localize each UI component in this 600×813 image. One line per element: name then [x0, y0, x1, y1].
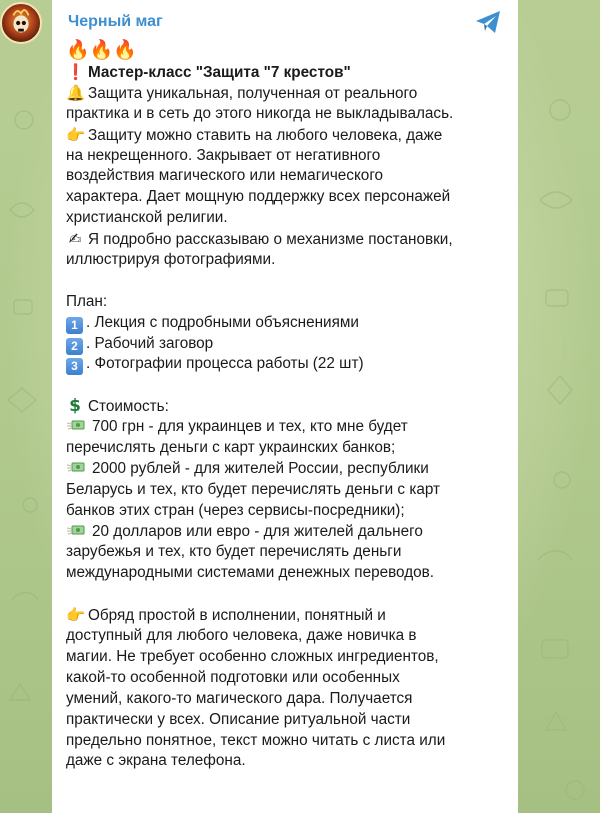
text-line: доступный для любого человека, даже новичка в — [66, 627, 417, 645]
text-line: предельно понятное, текст можно читать с листа или — [66, 731, 446, 749]
plan-item-text: . Лекция с подробными объяснениями — [86, 313, 359, 331]
channel-name[interactable]: Черный маг — [68, 13, 163, 30]
message-bubble — [52, 0, 518, 813]
money-with-wings-icon — [66, 418, 86, 432]
money-with-wings-icon — [66, 460, 86, 474]
plan-item — [66, 334, 504, 355]
text-line — [66, 229, 504, 250]
text-line — [66, 459, 504, 480]
fire-emojis: 🔥🔥🔥 — [66, 40, 137, 61]
text-fragment: 2000 рублей - для жителей России, республики — [92, 459, 429, 477]
text-fragment: Обряд простой в исполнении, понятный и — [88, 607, 386, 625]
text-line: характера. Дает мощную поддержку всех персонажей — [66, 188, 451, 206]
text-line — [66, 83, 504, 104]
text-fragment: 700 грн - для украинцев и тех, кто мне будет — [92, 418, 408, 436]
text-line: какой-то особенной подготовки или особенных — [66, 668, 400, 686]
dollar-icon: $ — [69, 396, 81, 417]
text-line: даже с экрана телефона. — [66, 752, 246, 770]
plan-label: План: — [66, 292, 108, 310]
title-line — [66, 62, 504, 83]
text-fragment: Защита уникальная, полученная от реального — [88, 84, 418, 102]
paper-plane-icon — [472, 6, 504, 38]
text-fragment: 20 долларов или евро - для жителей дальнего — [92, 522, 423, 540]
text-line — [66, 417, 504, 438]
text-line: на некрещенного. Закрывает от негативного — [66, 146, 381, 164]
plan-item — [66, 354, 504, 375]
keycap-1-icon: 1 — [66, 317, 83, 334]
post-title: Мастер-класс "Защита "7 крестов" — [88, 64, 351, 81]
blank-line — [66, 271, 504, 292]
blank-line — [66, 584, 504, 605]
text-line: воздействия магического или немагического — [66, 167, 384, 185]
text-line: Беларусь и тех, кто будет перечислять деньги с карт — [66, 480, 441, 498]
plan-item-text: . Фотографии процесса работы (22 шт) — [86, 355, 364, 373]
text-fragment: Защиту можно ставить на любого человека, даже — [88, 126, 443, 144]
bell-icon: 🔔 — [66, 83, 86, 102]
text-line: зарубежья и тех, кто будет перечислять деньги — [66, 543, 402, 561]
text-line: умений, какого-то магического дара. Получается — [66, 689, 413, 707]
text-line: иллюстрируя фотографиями. — [66, 251, 276, 269]
cost-label-line — [66, 396, 504, 417]
text-line — [66, 605, 504, 626]
share-button[interactable] — [472, 6, 504, 38]
writing-hand-icon: ✍ — [68, 230, 82, 249]
text-line — [66, 125, 504, 146]
text-line — [66, 522, 504, 543]
exclamation-icon: ❗ — [66, 63, 86, 81]
keycap-2-icon: 2 — [66, 338, 83, 355]
plan-item-text: . Рабочий заговор — [86, 334, 214, 352]
channel-avatar[interactable] — [0, 2, 42, 44]
keycap-3-icon: 3 — [66, 358, 83, 375]
text-fragment: Я подробно рассказываю о механизме постановки, — [88, 231, 453, 249]
text-line: международными системами денежных переводов. — [66, 564, 435, 582]
skull-fire-avatar-icon — [2, 4, 40, 42]
cost-label: Стоимость: — [88, 398, 169, 416]
point-right-icon: 👉 — [66, 606, 86, 625]
text-line: перечислять деньги с карт украинских банков; — [66, 439, 396, 457]
blank-line — [66, 375, 504, 396]
text-line: христианской религии. — [66, 209, 228, 227]
text-line: практика и в сеть до этого никогда не выкладывалась. — [66, 104, 454, 122]
point-right-icon: 👉 — [66, 125, 86, 144]
money-with-wings-icon — [66, 523, 86, 537]
plan-item — [66, 313, 504, 334]
text-line: практически у всех. Описание ритуальной части — [66, 710, 411, 728]
message-text — [66, 40, 504, 772]
text-line: банков этих стран (через сервисы-посредники); — [66, 501, 405, 519]
text-line: магии. Не требует особенно сложных ингредиентов, — [66, 647, 439, 665]
